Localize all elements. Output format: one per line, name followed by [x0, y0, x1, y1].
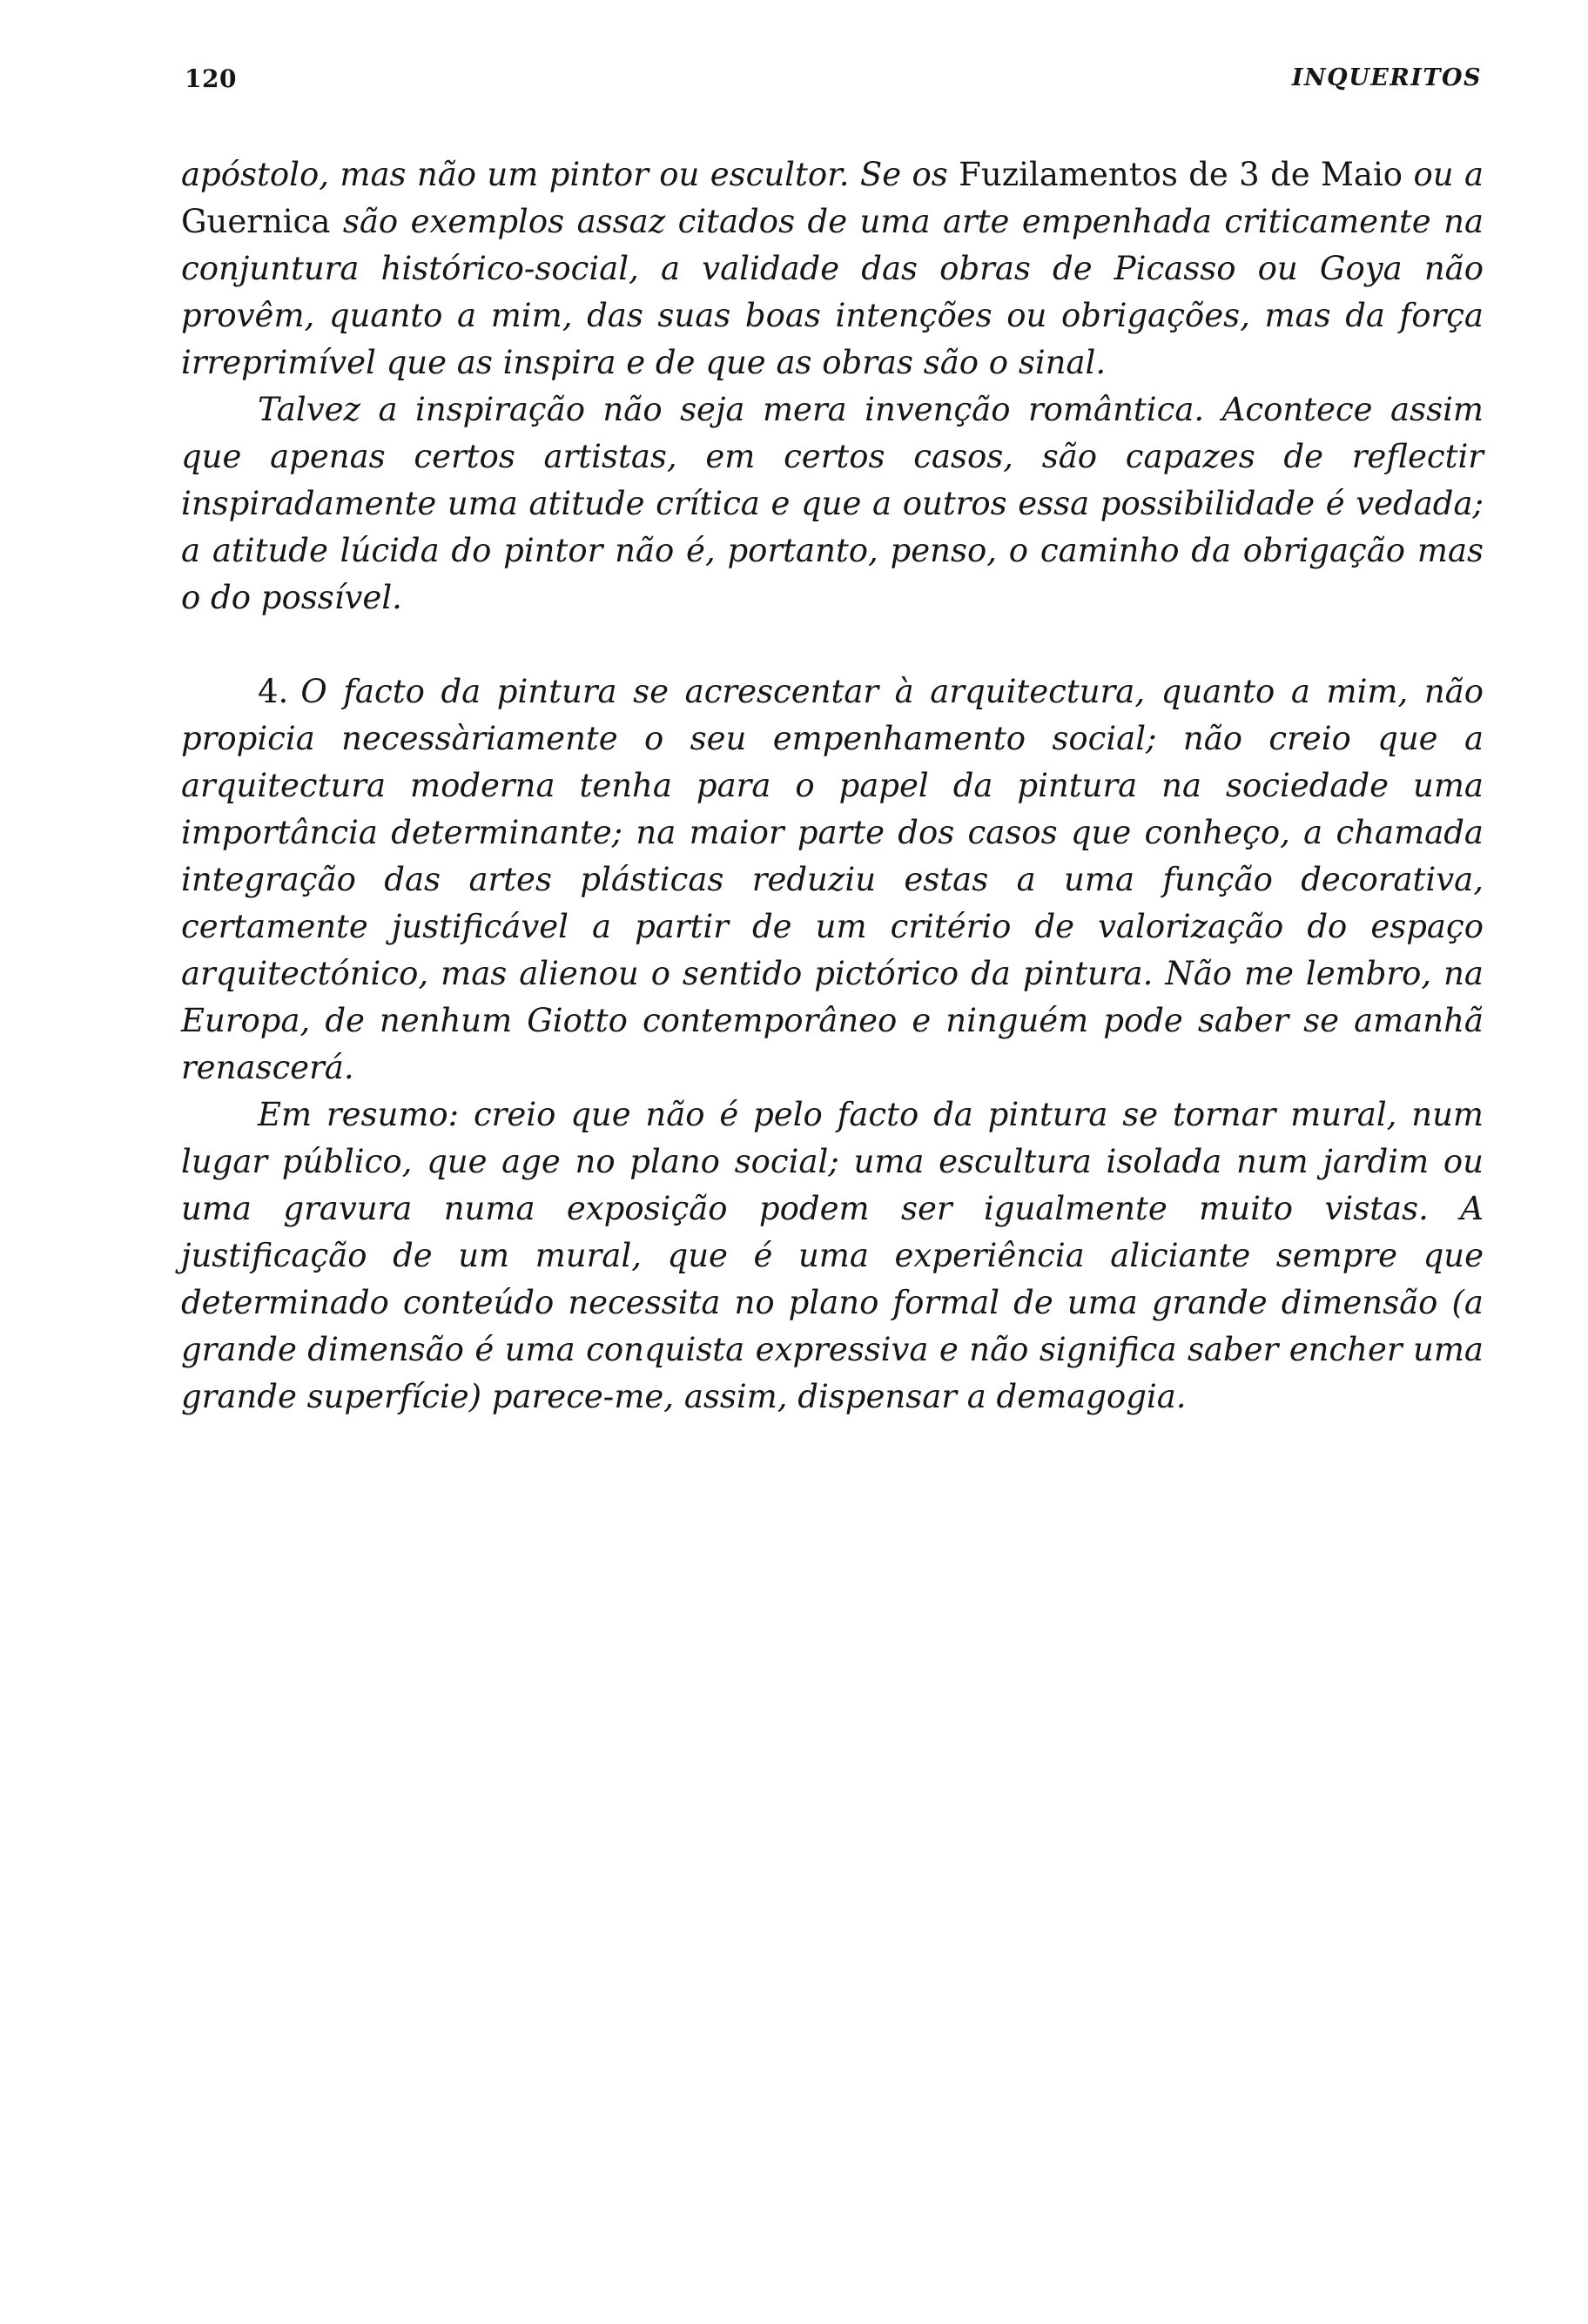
section-gap — [181, 621, 1484, 668]
running-head — [185, 64, 1482, 99]
paragraph-1-segment-3: ou a — [1403, 156, 1484, 193]
page-number: 120 — [185, 64, 237, 93]
paragraph-3-text: O facto da pintura se acrescentar à arquitectura, quanto a mim, não propicia necessàriamente o seu empenhamento social; não creio que a arquitectura moderna tenha para o papel da pintura na sociedade uma importância determinante; na maior parte dos casos que conheço, a chamada integração das artes plásticas reduziu estas a uma função decorativa, certamente justificável a partir de um critério de valorização do espaço arquitectónico, mas alienou o sentido pictórico da pintura. Não me lembro, na Europa, de nenhum Giotto contemporâneo e ninguém pode saber se amanhã renascerá. — [181, 673, 1484, 1086]
paragraph-3 — [181, 668, 1484, 1091]
paragraph-4: Em resumo: creio que não é pelo facto da pintura se tornar mural, num lugar público, que age no plano social; uma escultura isolada num jardim ou uma gravura numa exposição podem ser igualmente muito vistas. A justificação de um mural, que é uma experiência aliciante sempre que determinado conteúdo necessita no plano formal de uma grande dimensão (a grande dimensão é uma conquista expressiva e não significa saber encher uma grande superfície) parece-me, assim, dispensar a demagogia. — [181, 1096, 1484, 1415]
paragraph-1 — [181, 151, 1484, 386]
section-number: 4. — [258, 673, 289, 710]
paragraph-2: Talvez a inspiração não seja mera invenção romântica. Acontece assim que apenas certos artistas, em certos casos, são capazes de reflectir inspiradamente uma atitude crítica e que a outros essa possibilidade é vedada; a atitude lúcida do pintor não é, portanto, penso, o caminho da obrigação mas o do possível. — [181, 391, 1484, 616]
artwork-title-fuzilamentos: Fuzilamentos de 3 de Maio — [959, 156, 1403, 193]
paragraph-1-segment-5: são exemplos assaz citados de uma arte empenhada criticamente na conjuntura histórico-social, a validade das obras de Picasso ou Goya não provêm, quanto a mim, das suas boas intenções ou obrigações, mas da força irreprimível que as inspira e de que as obras são o sinal. — [181, 203, 1484, 381]
artwork-title-guernica: Guernica — [181, 203, 331, 240]
body-text — [181, 151, 1484, 1421]
paragraph-1-segment-1: apóstolo, mas não um pintor ou escultor. Se os — [181, 156, 959, 193]
running-title: INQUERITOS — [1291, 64, 1482, 91]
